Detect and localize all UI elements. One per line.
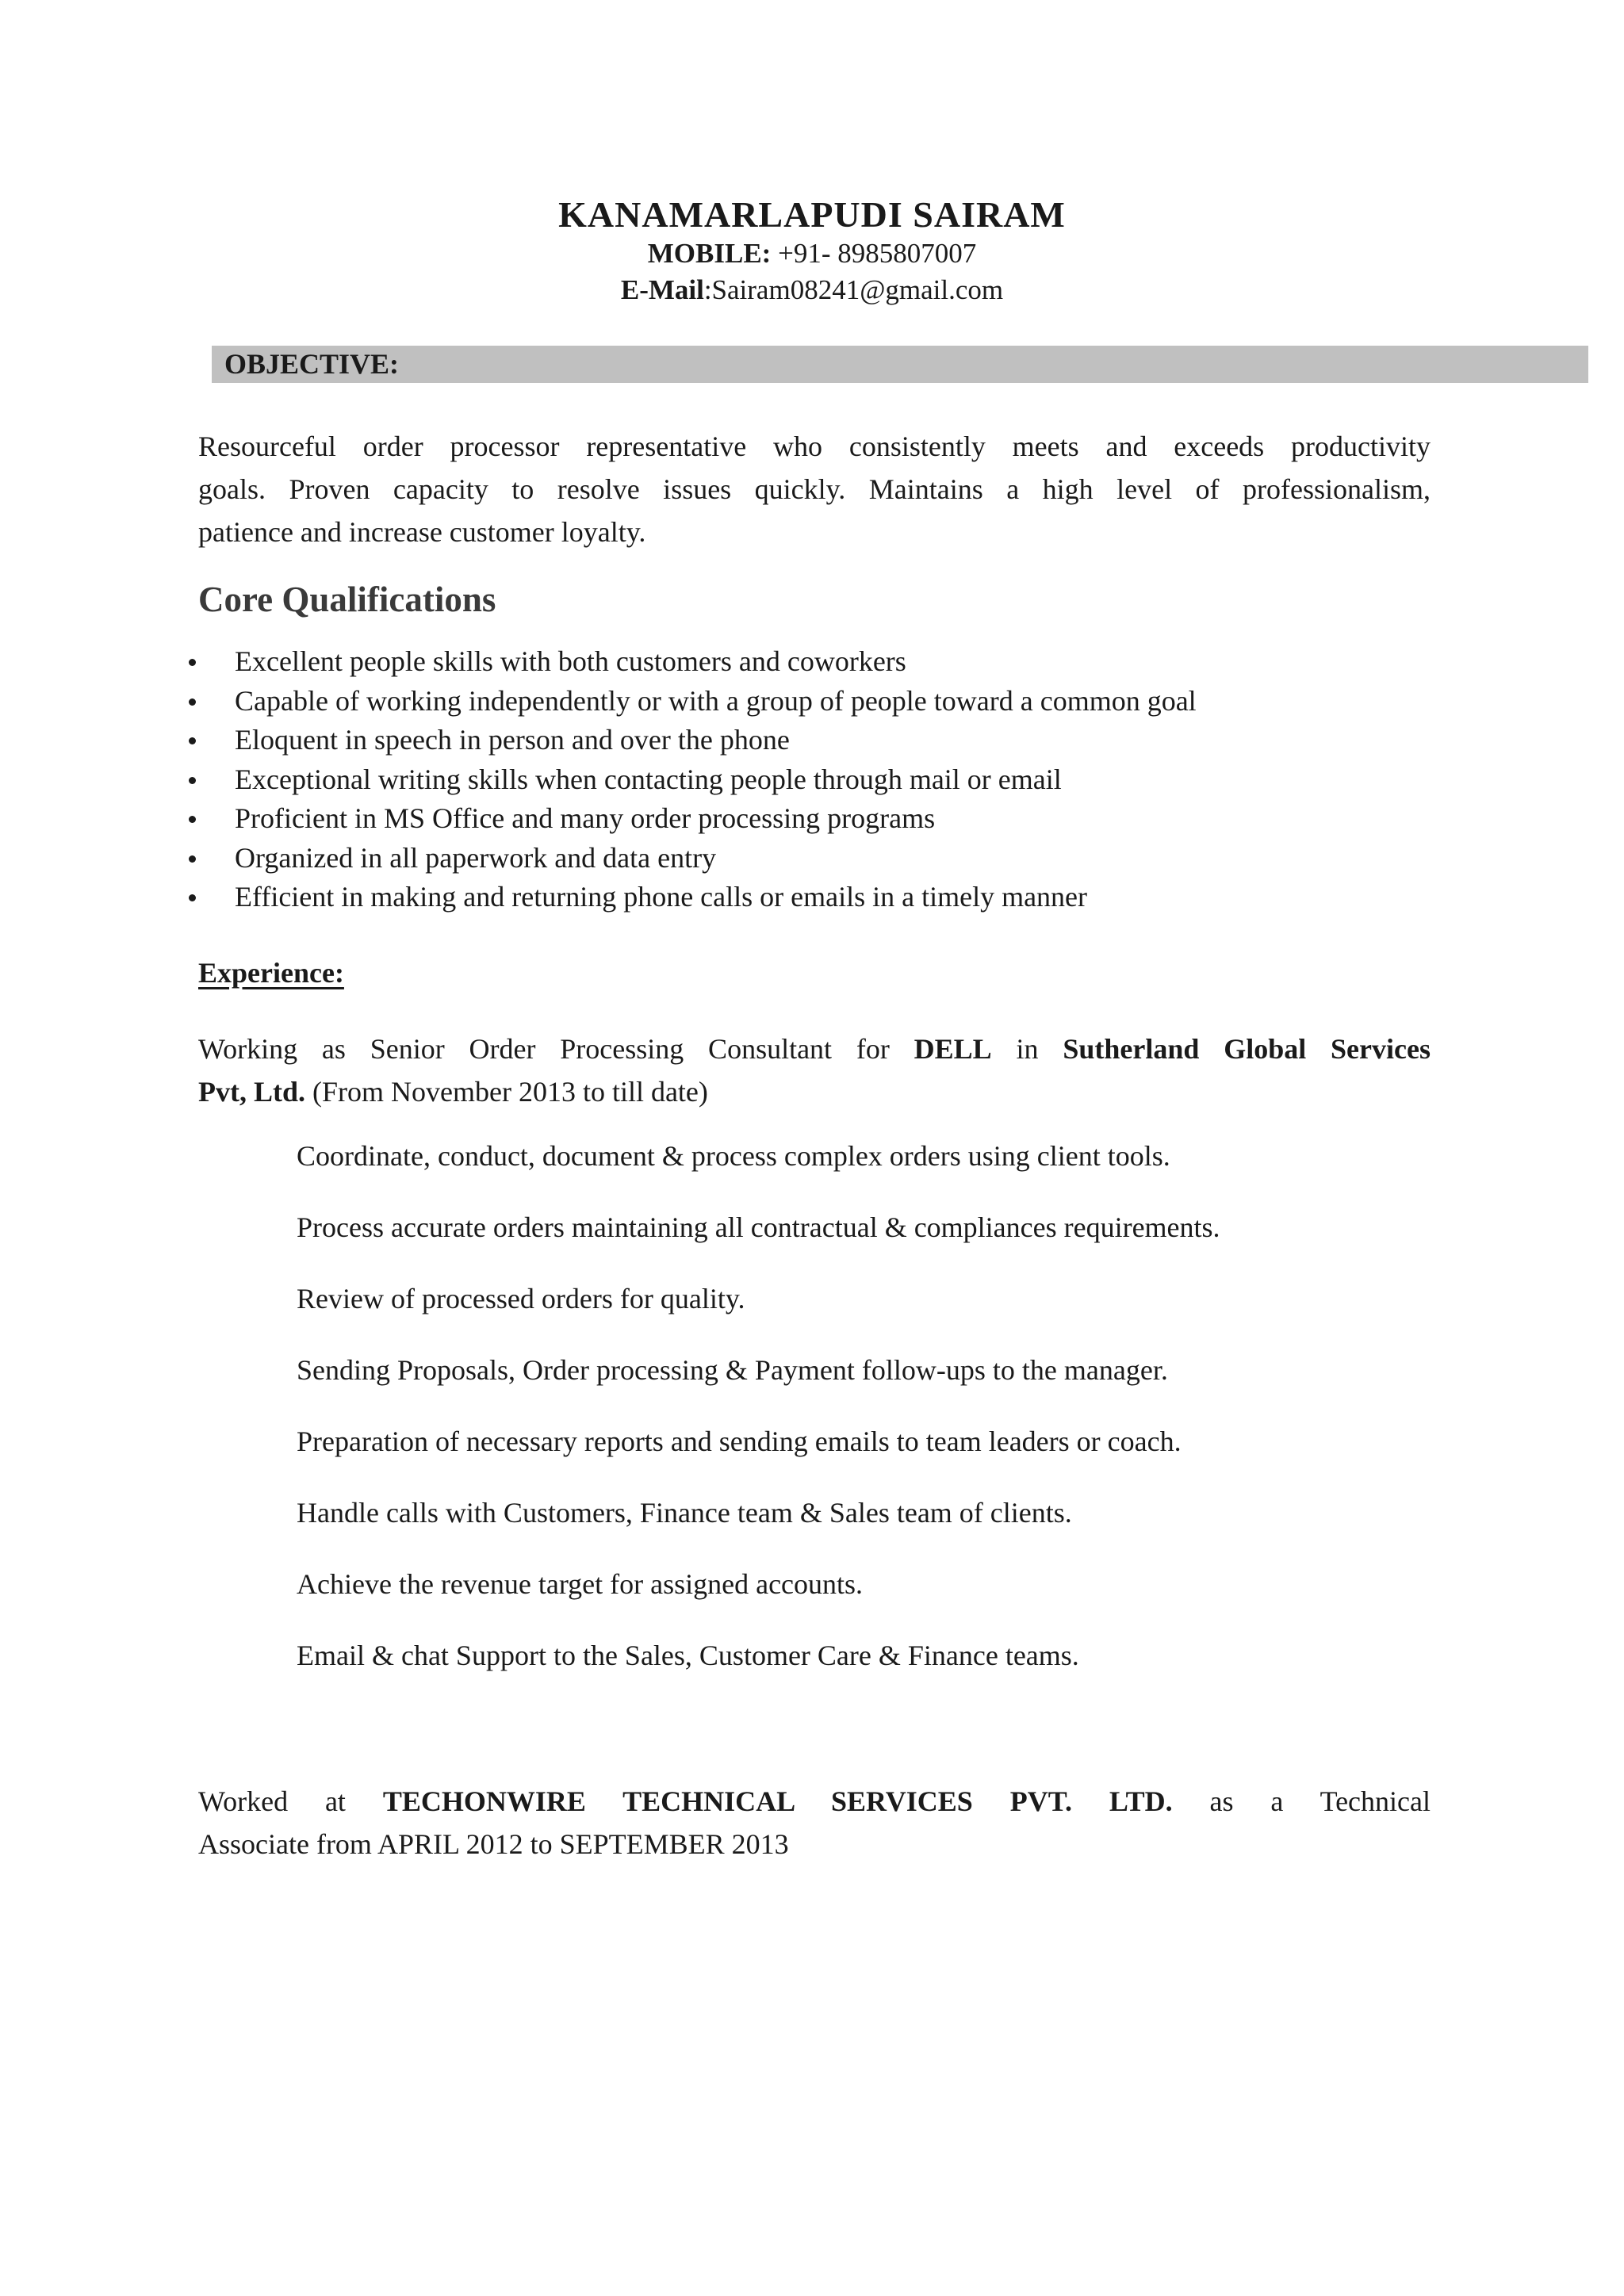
- duty-item: Review of processed orders for quality.: [297, 1283, 745, 1314]
- email-label: E-Mail: [620, 274, 704, 305]
- previous-job-role: as a Technical: [1172, 1785, 1431, 1817]
- qualification-text: Proficient in MS Office and many order processing programs: [235, 802, 936, 834]
- current-job-summary: [198, 1027, 1431, 1113]
- qualification-text: Excellent people skills with both customers and coworkers: [235, 645, 906, 677]
- duty-item: Process accurate orders maintaining all contractual & compliances requirements.: [297, 1211, 1220, 1243]
- experience-heading: Experience:: [198, 957, 344, 989]
- previous-job-line-1: [198, 1780, 1431, 1823]
- duty-item: Sending Proposals, Order processing & Payment follow-ups to the manager.: [297, 1354, 1168, 1386]
- qualification-item: [179, 799, 1197, 839]
- objective-line: goals. Proven capacity to resolve issues quickly. Maintains a high level of professionalism,: [198, 473, 1431, 505]
- bullet-icon: [189, 698, 196, 706]
- core-qualifications-list: [179, 642, 1197, 917]
- mobile-label: MOBILE:: [647, 238, 772, 269]
- client-name: DELL: [914, 1033, 992, 1065]
- company-name-suffix: Pvt, Ltd.: [198, 1076, 305, 1108]
- previous-job-line-2: Associate from APRIL 2012 to SEPTEMBER 2013: [198, 1828, 789, 1860]
- previous-job-summary: [198, 1780, 1431, 1866]
- objective-text: [198, 425, 1431, 553]
- bullet-icon: [189, 777, 196, 784]
- qualification-item: [179, 760, 1197, 800]
- bullet-icon: [189, 737, 196, 744]
- bullet-icon: [189, 894, 196, 901]
- candidate-name: KANAMARLAPUDI SAIRAM: [558, 194, 1066, 235]
- objective-line: Resourceful order processor representative who consistently meets and exceeds productivity: [198, 430, 1431, 462]
- mobile-line: [0, 238, 1624, 270]
- duty-item: Preparation of necessary reports and sending emails to team leaders or coach.: [297, 1425, 1182, 1457]
- company-name: Sutherland Global Services: [1063, 1033, 1431, 1065]
- qualification-text: Exceptional writing skills when contacting people through mail or email: [235, 763, 1062, 795]
- email-line: [0, 274, 1624, 306]
- job-period: (From November 2013 to till date): [305, 1076, 708, 1108]
- email-value: :Sairam08241@gmail.com: [703, 274, 1004, 305]
- objective-section-bar: [212, 346, 1588, 383]
- mobile-value: +91- 8985807007: [771, 238, 977, 269]
- current-job-line-2: [198, 1070, 1431, 1113]
- previous-company-name: TECHONWIRE TECHNICAL SERVICES PVT. LTD.: [382, 1785, 1173, 1817]
- core-qualifications-heading: Core Qualifications: [198, 580, 496, 619]
- duty-item: Achieve the revenue target for assigned accounts.: [297, 1568, 864, 1600]
- duty-item: Email & chat Support to the Sales, Customer Care & Finance teams.: [297, 1640, 1079, 1671]
- qualification-text: Eloquent in speech in person and over the phone: [235, 724, 790, 756]
- bullet-icon: [189, 659, 196, 666]
- objective-line: patience and increase customer loyalty.: [198, 516, 646, 548]
- objective-heading: OBJECTIVE:: [224, 348, 400, 380]
- connector-text: in: [991, 1033, 1063, 1065]
- qualification-item: [179, 682, 1197, 721]
- duty-item: Handle calls with Customers, Finance team & Sales team of clients.: [297, 1497, 1072, 1529]
- current-job-line-1: [198, 1027, 1431, 1070]
- bullet-icon: [189, 816, 196, 823]
- job-title-text: Working as Senior Order Processing Consultant for: [198, 1033, 914, 1065]
- qualification-item: [179, 878, 1197, 917]
- qualification-text: Capable of working independently or with a group of people toward a common goal: [235, 684, 1197, 717]
- duty-item: Coordinate, conduct, document & process complex orders using client tools.: [297, 1140, 1170, 1172]
- previous-job-prefix: Worked at: [198, 1785, 383, 1817]
- job-duties-list: [297, 1134, 1220, 1705]
- qualification-text: Efficient in making and returning phone calls or emails in a timely manner: [235, 881, 1088, 913]
- qualification-text: Organized in all paperwork and data entry: [235, 841, 717, 874]
- bullet-icon: [189, 855, 196, 863]
- qualification-item: [179, 721, 1197, 760]
- qualification-item: [179, 839, 1197, 878]
- qualification-item: [179, 642, 1197, 682]
